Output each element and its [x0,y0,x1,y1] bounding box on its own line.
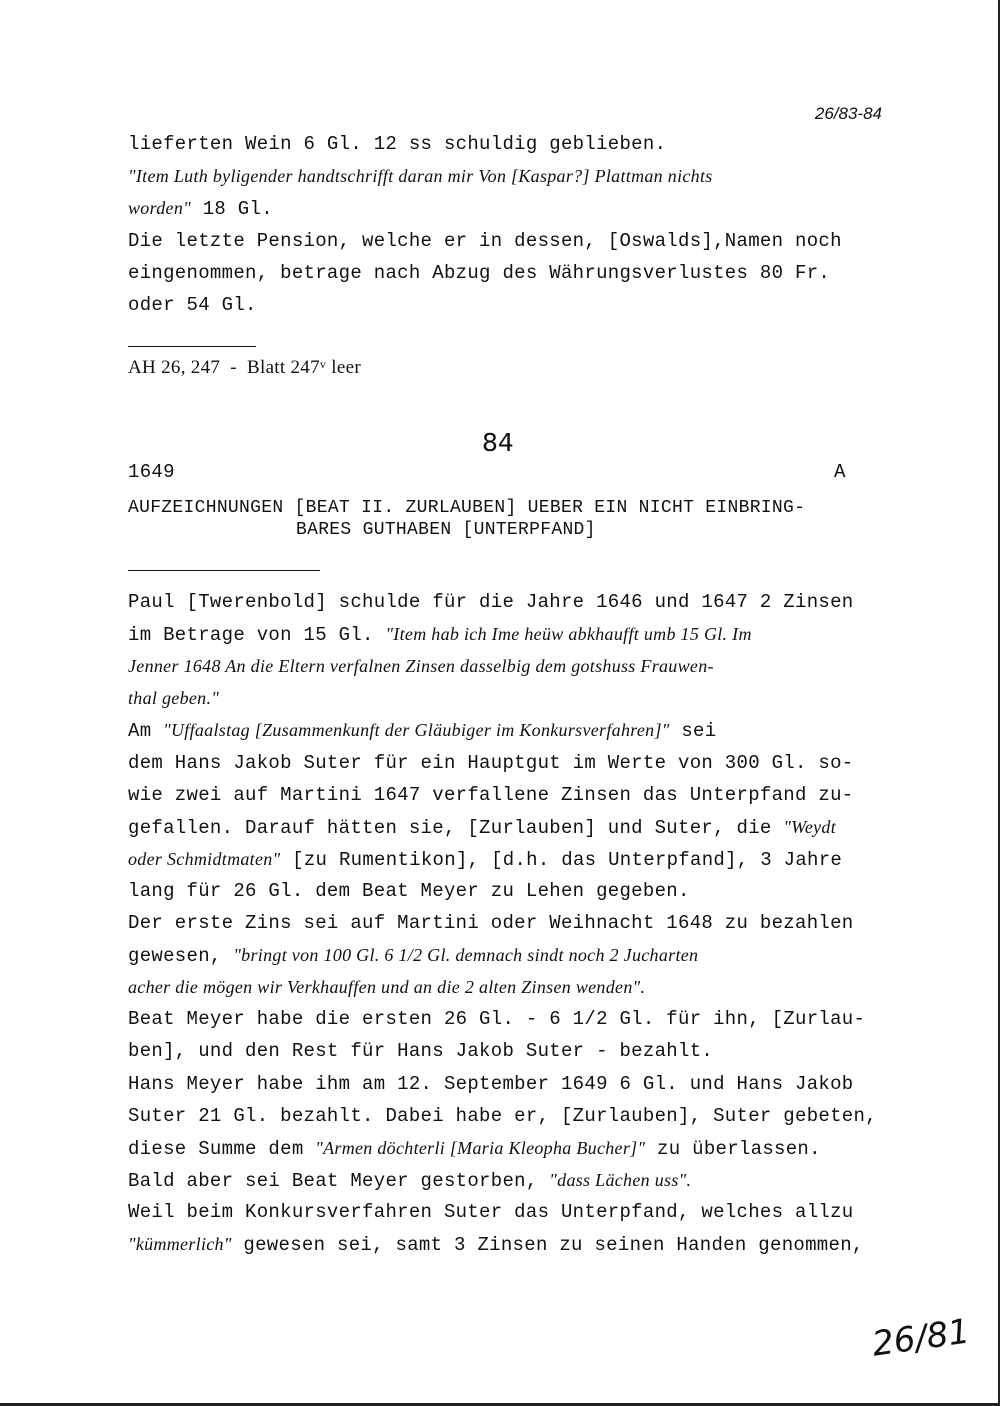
text-segment: gewesen sei, samt 3 Zinsen zu seinen Handen genommen, [231,1234,864,1256]
text-line [128,1039,713,1063]
text-line [128,1136,821,1161]
text-segment: Bald aber sei Beat Meyer gestorben, [128,1169,550,1192]
quoted-text: acher die mögen wir Verkhauffen und an die 2 alten Zinsen wenden". [128,977,646,998]
text-line [128,686,219,711]
text-line [128,879,690,903]
text-line [128,293,257,317]
document-title-line-2: BARES GUTHABEN [UNTERPFAND] [296,520,596,540]
separator-line [128,346,256,347]
source-reference-line [128,356,361,380]
ref-prefix: AH 26, 247 - Blatt 247 [128,357,320,378]
document-title-line-1: AUFZEICHNUNGEN [BEAT II. ZURLAUBEN] UEBER EIN NICHT EINBRING- [128,498,806,518]
text-segment: oder 54 Gl. [128,294,257,316]
text-segment: Am [128,720,164,743]
text-line [128,654,714,679]
text-line [128,1168,691,1193]
quoted-text: "Weydt [783,816,836,837]
text-segment: Paul [Twerenbold] schulde für die Jahre 1646 und 1647 2 Zinsen [128,591,854,613]
text-line [128,229,842,253]
quoted-text: "bringt von 100 Gl. 6 1/2 Gl. demnach sindt noch 2 Jucharten [233,945,699,966]
text-segment: eingenommen, betrage nach Abzug des Währungsverlustes 80 Fr. [128,261,831,284]
text-line [128,622,752,647]
ref-suffix: leer [326,357,361,378]
text-segment: zu überlassen. [645,1137,821,1160]
text-line [128,847,842,872]
quoted-text: "Item hab ich Ime heüw abkhaufft umb 15 Gl. Im [385,624,752,645]
text-line [128,751,854,775]
text-segment: Beat Meyer habe die ersten 26 Gl. - 6 1/2 Gl. für ihn, [Zurlau- [128,1008,866,1031]
text-segment: wie zwei auf Martini 1647 verfallene Zinsen das Unterpfand zu- [128,783,854,806]
text-segment: Suter 21 Gl. bezahlt. Dabei habe er, [Zurlauben], Suter gebeten, [128,1104,877,1127]
text-segment: diese Summe dem [128,1137,316,1160]
text-line [128,1232,864,1257]
text-line [128,943,698,968]
quoted-text: "dass Lächen uss". [549,1169,692,1190]
ref-superscript: v [319,357,327,371]
text-line [128,1200,854,1224]
title-separator-line [128,570,320,571]
text-segment: sei [669,720,717,743]
text-segment: gewesen, [128,945,234,968]
text-segment: lang für 26 Gl. dem Beat Meyer zu Lehen gegeben. [128,879,690,902]
handwritten-page-number: 26/81 [869,1311,973,1365]
text-line [128,783,854,807]
quoted-text: thal geben." [128,688,220,709]
quoted-text: Jenner 1648 An die Eltern verfalnen Zinsen dasselbig dem gotshuss Frauwen- [128,656,714,677]
quoted-text: "kümmerlich" [128,1234,232,1254]
text-line [128,132,666,156]
quoted-text: worden" [128,198,191,219]
text-segment: dem Hans Jakob Suter für ein Hauptgut im Werte von 300 Gl. so- [128,751,854,774]
quoted-text: "Item Luth byligender handtschrifft daran mir Von [Kaspar?] Plattman nichts [128,166,713,187]
text-line [128,164,713,189]
text-segment: lieferten Wein 6 Gl. 12 ss schuldig geblieben. [128,133,667,155]
text-segment: ben], und den Rest für Hans Jakob Suter - bezahlt. [128,1040,714,1063]
text-line [128,590,854,614]
text-line [128,196,273,221]
quoted-text: oder Schmidtmaten" [128,848,281,869]
text-segment: Die letzte Pension, welche er in dessen, [Oswalds],Namen noch [128,229,842,252]
text-segment: im Betrage von 15 Gl. [128,624,386,647]
text-segment: gefallen. Darauf hätten sie, [Zurlauben] und Suter, die [128,816,784,839]
text-line [128,1072,854,1096]
quoted-text: "Uffaalstag [Zusammenkunft der Gläubiger im Konkursverfahren]" [163,720,670,741]
document-number: 84 [482,428,514,457]
text-line [128,718,716,743]
document-category: A [834,461,846,483]
archive-reference: 26/83-84 [814,104,882,123]
text-line [128,815,836,840]
text-segment: [zu Rumentikon], [d.h. das Unterpfand], 3 Jahre [280,848,843,871]
text-line [128,911,854,935]
text-segment: Hans Meyer habe ihm am 12. September 1649 6 Gl. und Hans Jakob [128,1072,854,1095]
text-line [128,1007,865,1031]
text-segment: 18 Gl. [191,198,273,221]
text-line [128,1104,877,1128]
text-segment: Der erste Zins sei auf Martini oder Weihnacht 1648 zu bezahlen [128,912,854,934]
text-segment: Weil beim Konkursverfahren Suter das Unterpfand, welches allzu [128,1200,854,1223]
text-line [128,975,645,1000]
text-line [128,261,830,285]
quoted-text: "Armen döchterli [Maria Kleopha Bucher]" [315,1137,646,1158]
document-year: 1649 [128,461,175,483]
